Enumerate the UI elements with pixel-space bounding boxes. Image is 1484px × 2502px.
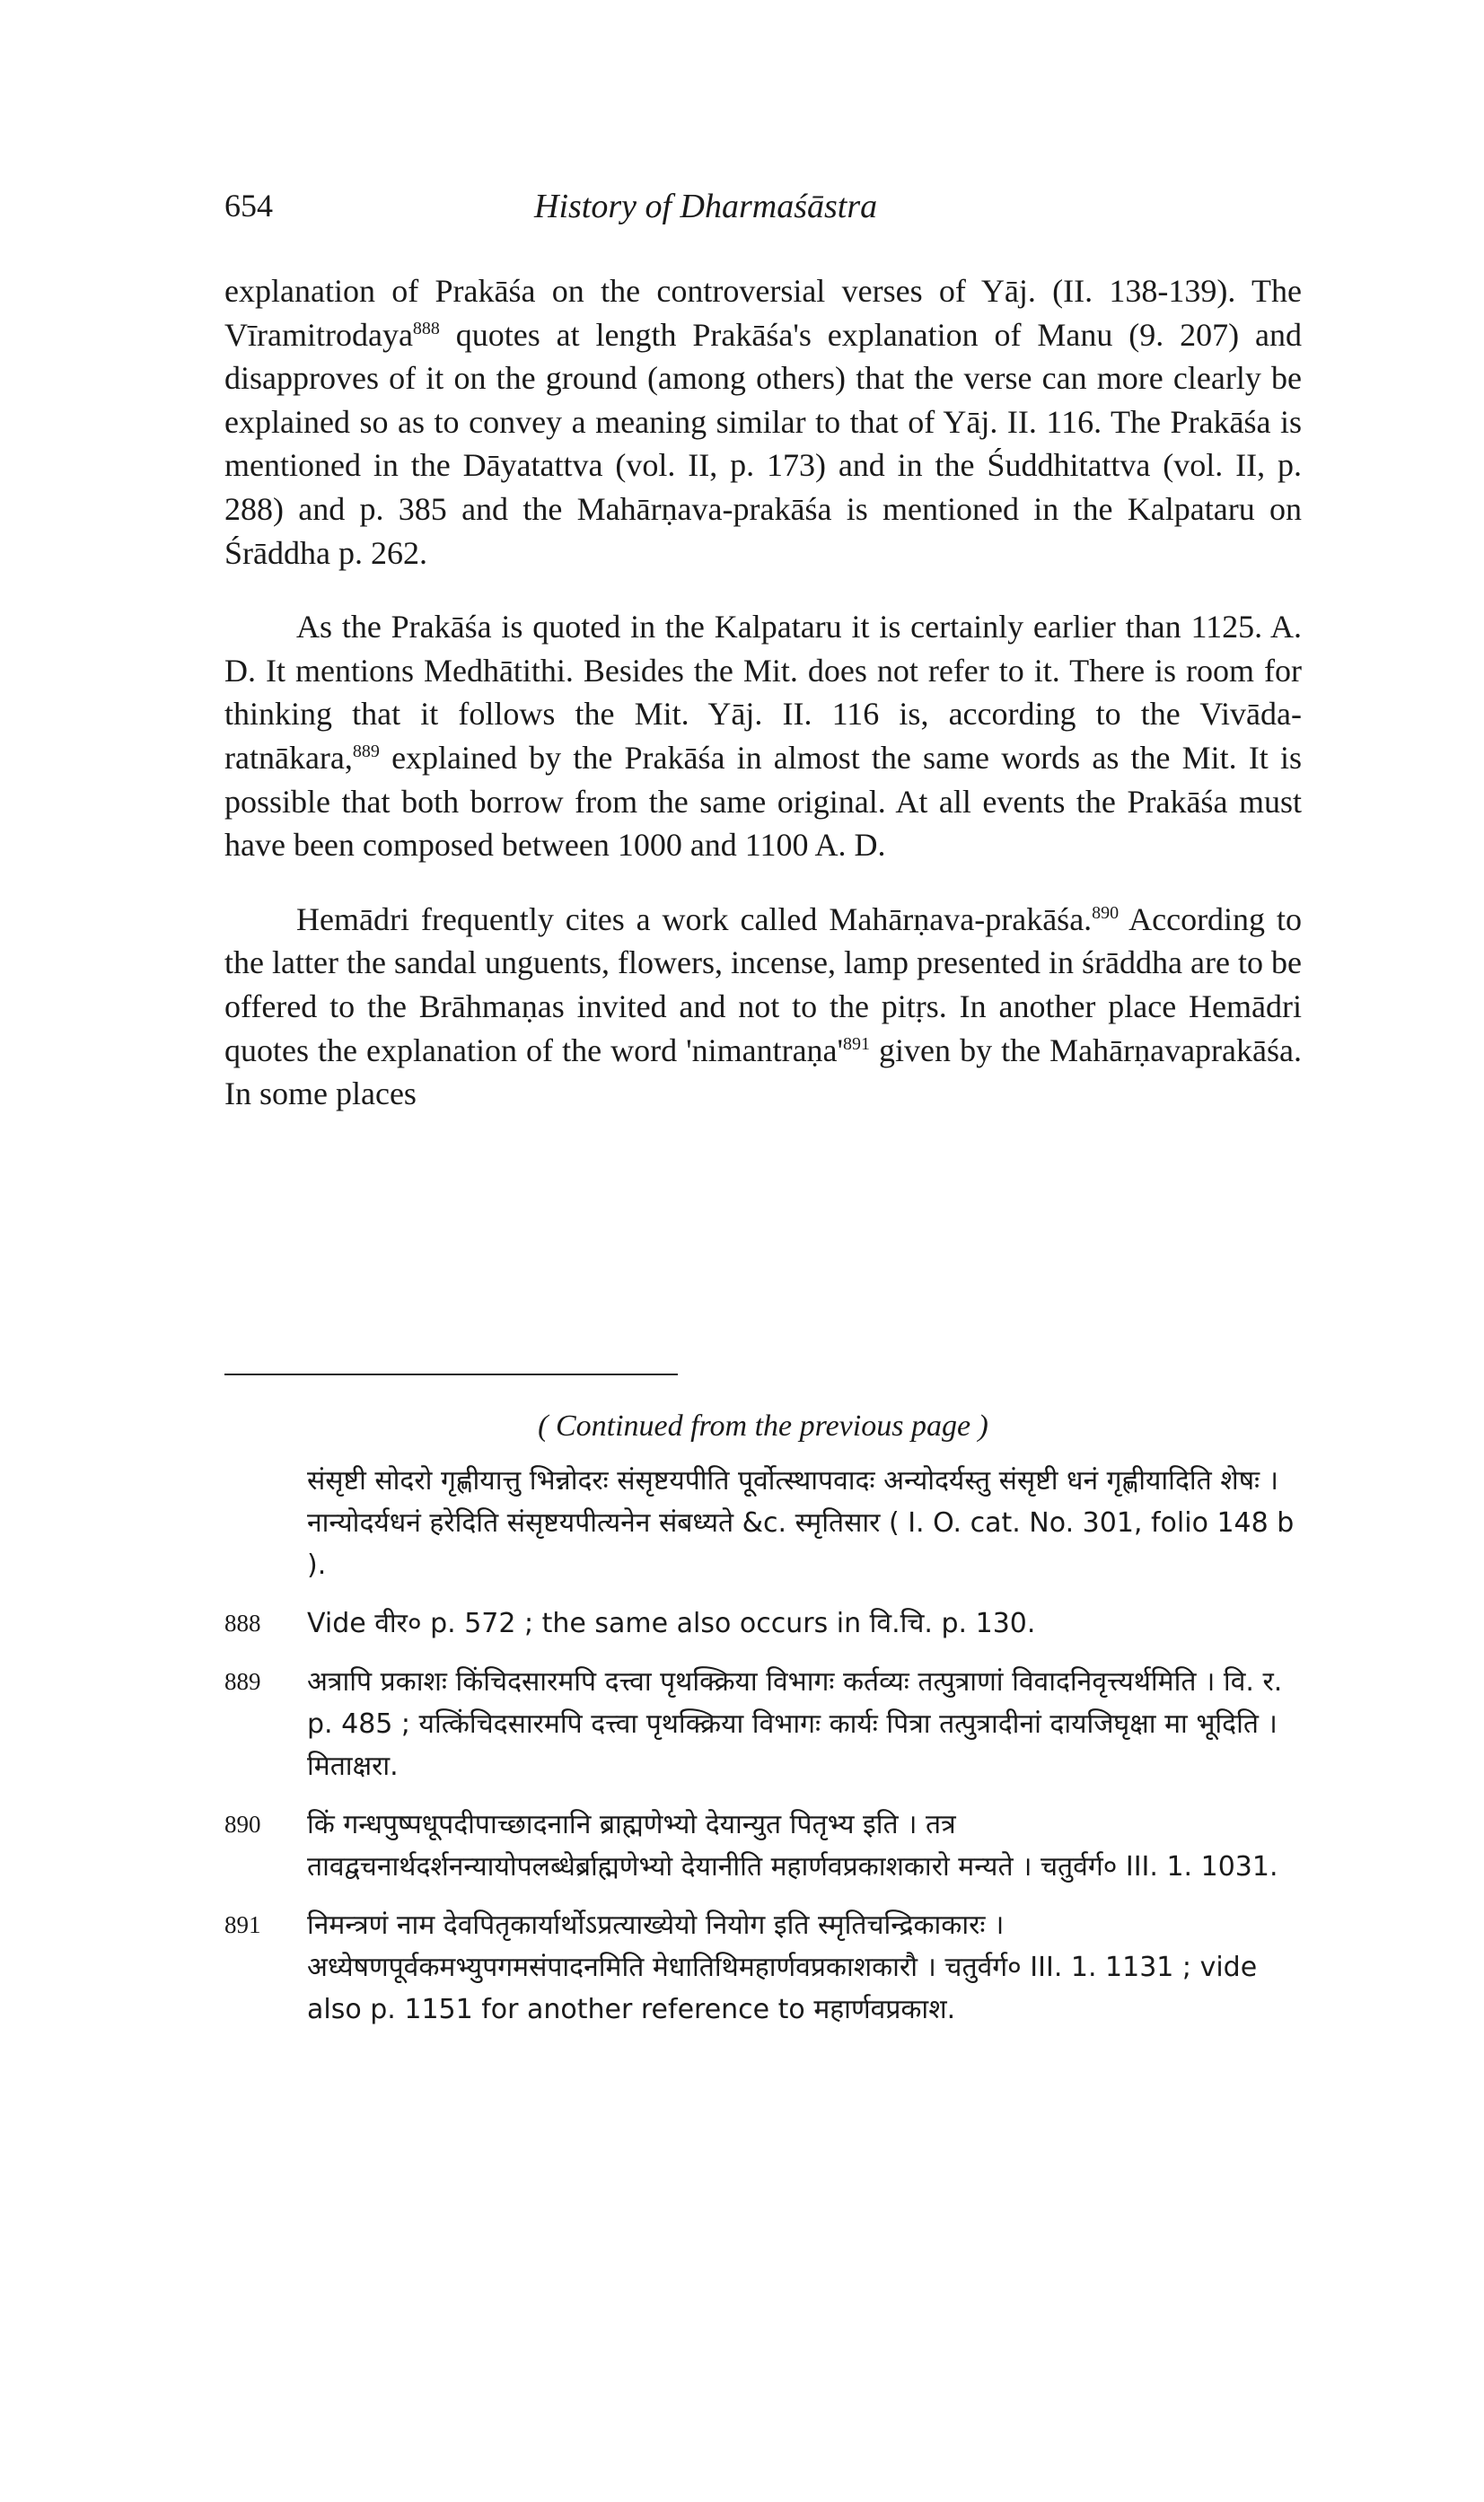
footnote-text: Vide वीर० p. 572 ; the same also occurs in वि.चि. p. 130. [307, 1608, 1036, 1639]
footnote-891 [224, 1904, 1302, 2031]
continued-footnote-text: संसृष्टी सोदरो गृह्णीयात्तु भिन्नोदरः संसृष्टयपीति पूर्वोत्स्थापवादः अन्योदर्यस्तु संसृष्टी धनं गृह्णीयादिति शेषः । नान्योदर्यधनं हरेदिति संसृष्टयपीत्यनेन संबध्यते &c. स्मृतिसार ( I. O. cat. No. 301, folio 148 b ). [307, 1465, 1295, 1581]
footnotes [224, 1405, 1302, 2047]
paragraph-3: Hemādri frequently cites a work called Mahārṇava-prakāśa.$^{890}$ According to the latter the sandal unguents, flowers, incense, lamp presented in śrāddha are to be offered to the Brāhmaṇas invited and not to the pitṛs. In another place Hemādri quotes the explanation of the word '$nimantraṇa'^{891}$ given by the Mahārṇavaprakāśa. In some places [224, 900, 1302, 1112]
footnote-ref-889: 889 [352, 741, 380, 761]
footnote-ref-891: 891 [843, 1033, 871, 1054]
page-header [224, 187, 1302, 241]
footnote-text: निमन्त्रणं नाम देवपितृकार्यार्थोऽप्रत्याख्येयो नियोग इति स्मृतिचन्द्रिकाकारः । अध्येषणपूर्वकमभ्युपगमसंपादनमिति मेधातिथिमहार्णवप्रकाशकारौ । चतुर्वर्ग० III. 1. 1131 ; vide also p. 1151 for another reference to महार्णवप्रकाश. [307, 1909, 1258, 2025]
continued-heading: ( Continued from the previous page ) [538, 1409, 988, 1443]
footnote-ref-890: 890 [1092, 902, 1120, 923]
footnote-888 [224, 1602, 1302, 1645]
footnote-text: किं गन्धपुष्पधूपदीपाच्छादनानि ब्राह्मणेभ्यो देयान्युत पितृभ्य इति । तत्र तावद्वचनार्थदर्शनन्यायोपलब्धेर्ब्राह्मणेभ्यो देयानीति महार्णवप्रकाशकारो मन्यते । चतुर्वर्ग० III. 1. 1031. [307, 1809, 1278, 1883]
footnote-890 [224, 1804, 1302, 1888]
paragraph-1: explanation of Prakāśa on the controversial verses of Yāj. (II. 138-139). The Vīramitrodaya$^{888}$ quotes at length Prakāśa's explanation of Manu (9. 207) and disapproves of it on the ground (among others) that the verse can more clearly be explained so as to convey a meaning similar to that of Yāj. II. 116. The Prakāśa is mentioned in the Dāyatattva (vol. II, p. 173) and in the Śuddhitattva (vol. II, p. 288) and p. 385 and the Mahārṇava-prakāśa is mentioned in the Kalpataru on Śrāddha p. 262. [224, 273, 1302, 571]
paragraph-2: As the Prakāśa is quoted in the Kalpataru it is certainly earlier than 1125. A. D. It mentions Medhātithi. Besides the Mit. does not refer to it. There is room for thinking that it follows the Mit. Yāj. II. 116 is, according to the Vivāda-ratnākara,$^{889}$ explained by the Prakāśa in almost the same words as the Mit. It is possible that both borrow from the same original. At all events the Prakāśa must have been composed between 1000 and 1100 A. D. [224, 609, 1302, 864]
footnote-number: 888 [224, 1610, 261, 1637]
footnote-889 [224, 1661, 1302, 1787]
main-text [224, 269, 1302, 1146]
footnote-text: अत्रापि प्रकाशः किंचिदसारमपि दत्त्वा पृथक्क्रिया विभागः कर्तव्यः तत्पुत्राणां विवादनिवृत्त्यर्थमिति । वि. र. p. 485 ; यत्किंचिदसारमपि दत्त्वा पृथक्क्रिया विभागः कार्यः पित्रा तत्पुत्रादीनां दायजिघृक्षा मा भूदिति । मिताक्षरा. [307, 1666, 1283, 1782]
footnote-number: 889 [224, 1668, 261, 1695]
footnote-ref-888: 888 [412, 318, 440, 338]
page-number: 654 [224, 188, 273, 224]
running-title: History of Dharmaśāstra [534, 188, 878, 225]
footnote-separator [224, 1374, 678, 1375]
footnote-number: 891 [224, 1911, 261, 1938]
footnote-number: 890 [224, 1811, 261, 1838]
